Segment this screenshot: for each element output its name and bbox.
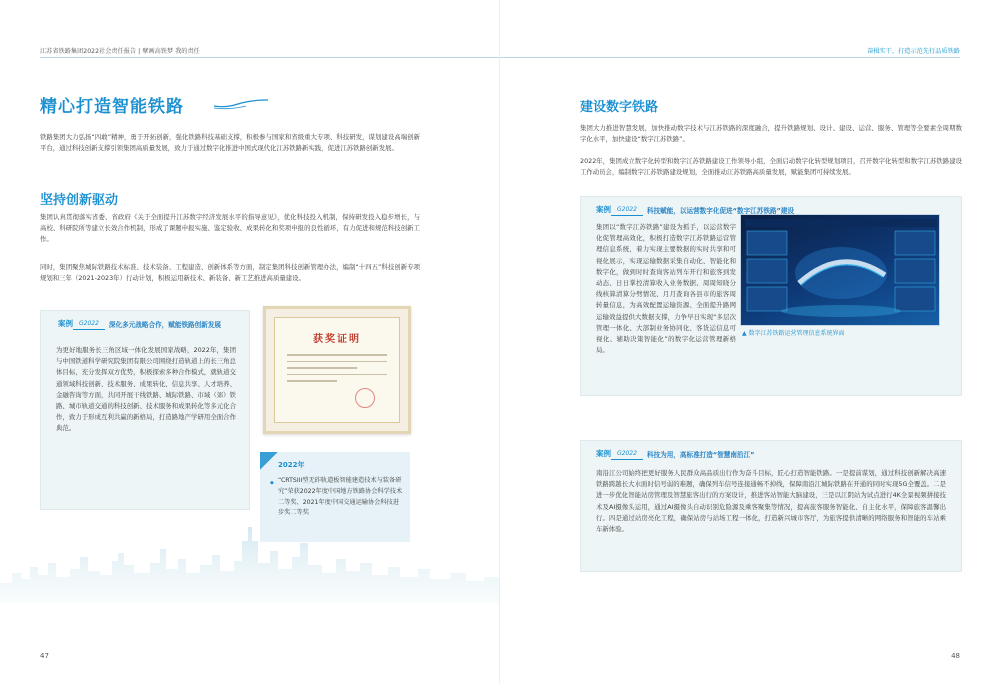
case-year-tag: G2022 [79,320,99,327]
screenshot-caption: ▲ 数字江苏铁路运营管理信息系统界面 [742,330,845,337]
case-label: 案例 [596,205,611,214]
case-label: 案例 [58,319,73,328]
digital-paragraph-1: 集团大力推进智慧发展，加快推动数字技术与江苏铁路的深度融合，提升铁路规划、设计、建设、运营、服务、管理等全要素全周期数字化水平，加快建设“数字江苏铁路”。 [580,124,962,144]
case-year-tag: G2022 [617,450,637,457]
case-header-smart-south [596,448,755,459]
innovation-paragraph-2: 同时，集团聚焦城际铁路技术标准、技术装备、工程建造、创新体系等方面，制定集团科技创新管理办法，编制“十四五”科技创新专项规划和三年（2021-2023年）行动计划，积极运用新技术、新装备、新工艺推进高质量建设。 [40,263,420,283]
page-number-left: 47 [40,652,49,660]
intro-paragraph: 铁路集团大力弘扬“四敢”精神，勇于开拓创新，强化铁路科技基础支撑，积极参与国家和省级重大专项、科技研发，谋划建设高端创新平台，通过科技创新支撑引领集团高质量发展，致力于通过数字化推进中国式现代化江苏铁路新实践，促进江苏铁路创新发展。 [40,133,420,153]
header-right-text: 奋楫实干，打造示范先行品质铁路 [867,48,960,55]
case-header-cooperation [58,318,221,329]
case-title: 科技赋能，以运营数字化促进“数字江苏铁路”建设 [646,206,795,215]
case-paragraph-digital-ops: 集团以“数字江苏铁路”建设为抓手，以运营数字化促管理高效化，积极打造数字江苏铁路运营管理信息系统，着力实现主要数据的实时共享和可视化展示，实现运输数据采集自动化、智能化和数字化，做到时时查询客站列车开行和旅客到发动态、日日掌控清算收入业务数据、周周知晓分线核算清算分劈情况、月月查询各县市的旅客周转量信息，为高效配置运输资源、全面提升路网运输效益提供大数据支撑，力争早日实现“多层次管理一体化、大部制业务协同化、客货运信息可视化、辅助决策智能化”的数字化运营管理新格局。 [596,223,736,355]
award-certificate-image [263,306,411,434]
case-paragraph-smart-south: 南沿江公司始终把更好服务人民群众高品质出行作为奋斗目标，匠心打造智能铁路。一是提前谋划，通过科技创新解决高速铁路跨越长大水面时信号弱的难题，确保列车信号连接通畅不掉线，保障南沿江城际铁路在开通的同时实现5G全覆盖。二是进一步优化智能站房管理及智慧旅客出行的方案设计，推进客站智能大脑建设，三是以江阴站为试点进行4K全景视频拼接技术及AI摄像头运用，通过AI摄像头自动识别危险源及乘客聚集等情况，提高旅客服务智能化、自主化水平，保障旅客温馨出行。四是通过站房亮化工程，确保站房与站场工程一体化，打造新兴城市客厅，为旅客提供清晰的网络服务和智能的车站乘车新体验。 [596,469,946,534]
certificate-title: 获奖证明 [313,334,361,345]
title-swoosh-icon [212,96,270,110]
ops-system-screenshot [740,214,940,326]
award-year: 2022年 [278,461,305,469]
page-title: 精心打造智能铁路 [40,97,184,117]
award-text: “CRTSIII型无砟轨道板智能建造技术与装备研究”荣获2022年度中国地方铁路协会科学技术二等奖、2021年度中国交通运输协会科技进步奖二等奖 [278,477,403,517]
section-title-digital: 建设数字铁路 [580,100,659,115]
city-skyline-illustration [0,513,500,603]
innovation-paragraph-1: 集团认真贯彻落实省委、省政府《关于全面提升江苏数字经济发展水平的指导意见》，优化科技投入机制，保持研发投入稳步增长，与高校、科研院所等建立长效合作机制，形成了课题申报实施、鉴定验收、成果转化和奖项申报的良性循环，有力促进和规范科技创新工作。 [40,213,420,244]
seal-icon [355,388,375,408]
diamond-bullet-icon: ◆ [270,480,274,486]
case-year-tag: G2022 [617,206,637,213]
case-title: 科技为用，高标准打造“智慧南沿江” [646,450,755,459]
case-label: 案例 [596,449,611,458]
digital-paragraph-2: 2022年，集团成立数字化转型和数字江苏铁路建设工作领导小组，全面启动数字化转型规划项目，召开数字化转型和数字江苏铁路建设工作动员会，编制数字江苏铁路建设规划，全面推动江苏铁路高质量发展，赋能集团可持续发展。 [580,157,962,177]
header-divider [40,57,500,58]
header-divider-right [500,57,960,58]
triangle-marker-icon: ▲ [742,330,749,337]
case-paragraph-cooperation: 为更好地服务长三角区域一体化发展国家战略，2022年，集团与中国铁道科学研究院集团有限公司围绕打造轨道上的长三角总体目标，充分发挥双方优势，积极探索多种合作模式，就轨道交通领域科技创新、技术服务、成果转化、信息共享、人才培养、金融咨询等方面，共同开展干线铁路、城际铁路、市域（郊）铁路、城市轨道交通的科技创新、技术服务和成果转化等多元化合作，致力于形成互利共赢的新格局，打造路地产学研用全面合作典范。 [56,346,236,433]
case-title: 深化多元战略合作，赋能铁路创新发展 [108,320,222,329]
section-title-innovation: 坚持创新驱动 [40,193,119,208]
header-left-text: 江苏省铁路集团2022社会责任报告 | 擘画高铁梦 我的责任 [40,48,200,55]
right-page [500,0,1000,683]
certificate-text-lines [287,354,387,387]
page-number-right: 48 [951,652,960,660]
